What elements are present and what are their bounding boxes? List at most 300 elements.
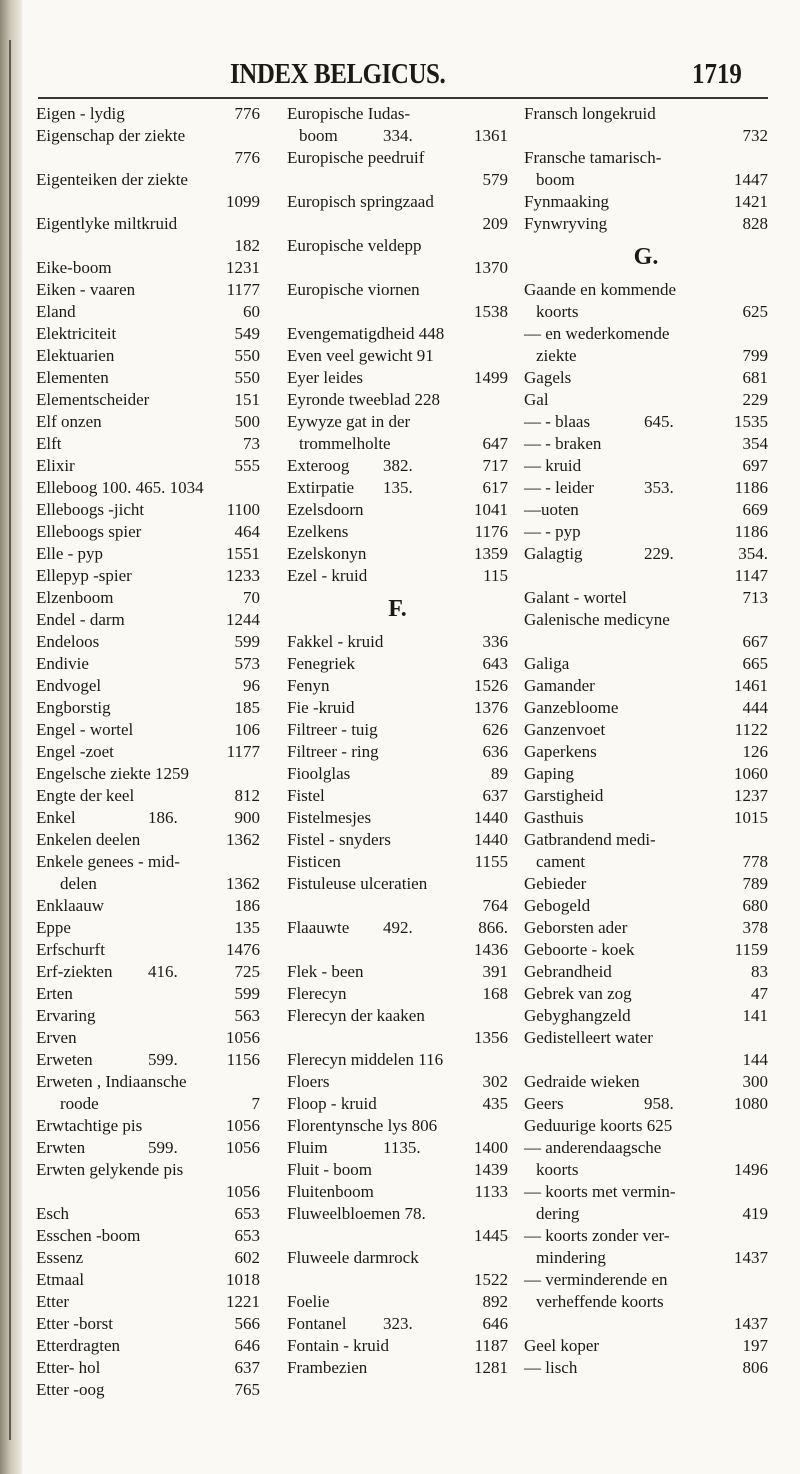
entry-page-number: 667 — [742, 632, 768, 651]
entry-term: Enkele genees - mid- — [36, 852, 180, 871]
entry-term: Even veel gewicht 91 — [287, 346, 434, 365]
entry-page-number: 636 — [482, 742, 508, 761]
entry-term: Ezelsdoorn — [287, 500, 364, 519]
index-entry — [287, 1269, 508, 1291]
entry-term: Europische Iudas- — [287, 104, 411, 123]
entry-term: Gebrek van zog — [524, 984, 632, 1003]
index-entry — [36, 983, 260, 1005]
entry-term: Engborstig — [36, 698, 111, 717]
entry-page-number: 1186 — [734, 478, 768, 497]
entry-page-number: 680 — [742, 896, 768, 915]
index-entry — [524, 895, 768, 917]
entry-page-number: 1056 — [226, 1138, 260, 1157]
index-entry — [524, 125, 768, 147]
entry-term: Eyer leides — [287, 368, 363, 387]
entry-term: Esschen -boom — [36, 1226, 141, 1245]
entry-page-number: 300 — [742, 1072, 768, 1091]
entry-page-number: 1015 — [734, 808, 768, 827]
entry-term: — koorts zonder ver- — [524, 1226, 670, 1245]
entry-page-number: 197 — [742, 1336, 768, 1355]
entry-page-number: 47 — [751, 984, 768, 1003]
entry-term: Eigenschap der ziekte — [36, 126, 186, 145]
entry-term: Filtreer - ring — [287, 742, 379, 761]
entry-page-number: 1461 — [734, 676, 768, 695]
entry-term: Extirpatie — [287, 478, 355, 497]
entry-term: koorts — [536, 302, 579, 321]
index-entry — [36, 1093, 260, 1115]
entry-page-number: 1522 — [474, 1270, 508, 1289]
gutter-line — [9, 40, 11, 1440]
index-entry — [287, 191, 508, 213]
index-entry — [287, 807, 508, 829]
index-entry — [524, 697, 768, 719]
entry-term: boom — [299, 126, 338, 145]
entry-page-number: 549 — [234, 324, 260, 343]
entry-page-number: 1370 — [474, 258, 508, 277]
entry-term: Florentynsche lys 806 — [287, 1116, 438, 1135]
entry-term: Galiga — [524, 654, 570, 673]
index-entry — [524, 389, 768, 411]
entry-page-number: 302 — [482, 1072, 508, 1091]
entry-page-ref: 334. — [383, 126, 413, 145]
index-column-2 — [287, 103, 508, 1379]
index-entry — [524, 345, 768, 367]
entry-term: Foelie — [287, 1292, 330, 1311]
entry-term: Erwten — [36, 1138, 86, 1157]
index-entry — [36, 103, 260, 125]
page-number: 1719 — [692, 58, 742, 90]
entry-term: Eppe — [36, 918, 71, 937]
index-entry — [524, 1137, 768, 1159]
entry-page-number: 647 — [482, 434, 508, 453]
entry-term: Fenyn — [287, 676, 330, 695]
entry-page-number: 1187 — [474, 1336, 508, 1355]
entry-page-ref: 599. — [148, 1138, 178, 1157]
index-entry — [524, 1247, 768, 1269]
entry-page-number: 828 — [742, 214, 768, 233]
index-entry — [287, 653, 508, 675]
entry-page-number: 1122 — [734, 720, 768, 739]
entry-term: — koorts met vermin- — [524, 1182, 676, 1201]
entry-page-number: 697 — [742, 456, 768, 475]
index-entry — [36, 1181, 260, 1203]
entry-page-number: 126 — [742, 742, 768, 761]
index-entry — [524, 1071, 768, 1093]
entry-term: Endvogel — [36, 676, 102, 695]
entry-page-number: 1361 — [474, 126, 508, 145]
entry-term: Erven — [36, 1028, 77, 1047]
entry-term: Floop - kruid — [287, 1094, 377, 1113]
entry-page-number: 444 — [742, 698, 768, 717]
index-entry — [287, 455, 508, 477]
entry-term: Engel -zoet — [36, 742, 114, 761]
entry-term: Galagtig — [524, 544, 583, 563]
index-entry — [524, 1203, 768, 1225]
index-entry — [287, 1247, 508, 1269]
index-entry — [524, 147, 768, 169]
index-entry — [36, 719, 260, 741]
entry-term: Eigentlyke miltkruid — [36, 214, 178, 233]
entry-term: Esch — [36, 1204, 70, 1223]
entry-term: Fakkel - kruid — [287, 632, 384, 651]
entry-term: Etmaal — [36, 1270, 85, 1289]
entry-page-number: 732 — [742, 126, 768, 145]
index-entry — [524, 785, 768, 807]
entry-term: — - blaas — [524, 412, 591, 431]
index-entry — [287, 763, 508, 785]
entry-term: Gebieder — [524, 874, 587, 893]
index-entry — [287, 1137, 508, 1159]
entry-page-number: 1538 — [474, 302, 508, 321]
entry-term: Garstigheid — [524, 786, 604, 805]
index-entry — [36, 433, 260, 455]
index-entry — [287, 1027, 508, 1049]
entry-term: Geduurige koorts 625 — [524, 1116, 673, 1135]
index-entry — [36, 1357, 260, 1379]
entry-term: Gebogeld — [524, 896, 591, 915]
index-entry — [36, 873, 260, 895]
entry-term: Fluweele darmrock — [287, 1248, 419, 1267]
entry-page-number: 555 — [234, 456, 260, 475]
entry-page-number: 1156 — [226, 1050, 260, 1069]
entry-page-ref: 492. — [383, 918, 413, 937]
entry-term: roode — [60, 1094, 99, 1113]
entry-term: Galenische medicyne — [524, 610, 670, 629]
index-entry — [287, 1203, 508, 1225]
entry-term: — kruid — [524, 456, 582, 475]
entry-term: Erweten , Indiaansche — [36, 1072, 187, 1091]
index-entry — [287, 675, 508, 697]
entry-term: Fluitenboom — [287, 1182, 374, 1201]
entry-term: Fisticen — [287, 852, 341, 871]
entry-term: Fistel - snyders — [287, 830, 391, 849]
entry-page-number: 778 — [742, 852, 768, 871]
entry-term: Geers — [524, 1094, 564, 1113]
entry-term: — lisch — [524, 1358, 578, 1377]
entry-term: Ezelkens — [287, 522, 349, 541]
entry-page-number: 1099 — [226, 192, 260, 211]
index-entry — [524, 169, 768, 191]
entry-page-number: 1186 — [734, 522, 768, 541]
entry-term: Flerecyn — [287, 984, 347, 1003]
index-entry — [36, 807, 260, 829]
index-entry — [36, 1027, 260, 1049]
entry-term: Europische veldepp — [287, 236, 422, 255]
entry-page-number: 151 — [234, 390, 260, 409]
entry-page-number: 665 — [742, 654, 768, 673]
entry-page-number: 1041 — [474, 500, 508, 519]
entry-term: Erten — [36, 984, 73, 1003]
entry-page-ref: 135. — [383, 478, 413, 497]
index-entry — [524, 1313, 768, 1335]
entry-term: delen — [60, 874, 97, 893]
entry-term: Etterdragten — [36, 1336, 121, 1355]
entry-term: Gebyghangzeld — [524, 1006, 631, 1025]
index-entry — [287, 1159, 508, 1181]
entry-page-number: 106 — [234, 720, 260, 739]
entry-page-number: 617 — [482, 478, 508, 497]
entry-term: Erf-ziekten — [36, 962, 113, 981]
entry-term: Gagels — [524, 368, 572, 387]
index-entry — [524, 719, 768, 741]
book-gutter — [0, 0, 22, 1474]
entry-term: — anderendaagsche — [524, 1138, 662, 1157]
entry-page-ref: 958. — [644, 1094, 674, 1113]
index-entry — [287, 1093, 508, 1115]
index-entry — [524, 1027, 768, 1049]
entry-term: Etter- hol — [36, 1358, 101, 1377]
index-entry — [287, 1005, 508, 1027]
entry-page-number: 563 — [234, 1006, 260, 1025]
index-entry — [524, 1115, 768, 1137]
entry-term: Elementen — [36, 368, 109, 387]
entry-term: Galant - wortel — [524, 588, 627, 607]
index-entry — [287, 961, 508, 983]
entry-page-number: 500 — [234, 412, 260, 431]
index-column-1 — [36, 103, 260, 1401]
index-entry — [287, 895, 508, 917]
entry-term: Fioolglas — [287, 764, 351, 783]
entry-page-number: 1436 — [474, 940, 508, 959]
entry-term: Eigen - lydig — [36, 104, 125, 123]
index-entry — [36, 279, 260, 301]
index-entry — [524, 367, 768, 389]
index-entry — [524, 521, 768, 543]
entry-page-ref: 353. — [644, 478, 674, 497]
index-entry — [287, 939, 508, 961]
entry-page-number: 1447 — [734, 170, 768, 189]
entry-page-number: 378 — [742, 918, 768, 937]
entry-term: Fistelmesjes — [287, 808, 372, 827]
entry-term: Gedistelleert water — [524, 1028, 653, 1047]
entry-page-number: 419 — [742, 1204, 768, 1223]
index-entry — [524, 873, 768, 895]
index-entry — [36, 1049, 260, 1071]
entry-page-number: 900 — [234, 808, 260, 827]
index-entry — [36, 1005, 260, 1027]
section-letter: G. — [633, 244, 659, 270]
entry-page-number: 646 — [482, 1314, 508, 1333]
entry-term: Fistel — [287, 786, 325, 805]
index-entry — [287, 1313, 508, 1335]
index-entry — [287, 411, 508, 433]
entry-page-number: 1133 — [474, 1182, 508, 1201]
entry-term: Eiken - vaaren — [36, 280, 136, 299]
entry-term: trommelholte — [299, 434, 391, 453]
index-entry — [524, 961, 768, 983]
entry-page-ref: 416. — [148, 962, 178, 981]
entry-page-number: 1056 — [226, 1182, 260, 1201]
index-entry — [36, 609, 260, 631]
index-entry — [36, 1225, 260, 1247]
entry-page-number: 776 — [234, 148, 260, 167]
index-entry — [524, 983, 768, 1005]
entry-term: Fie -kruid — [287, 698, 355, 717]
index-entry — [524, 917, 768, 939]
section-letter: F. — [388, 596, 407, 622]
entry-term: Fluweelbloemen 78. — [287, 1204, 426, 1223]
entry-term: Elleboog 100. 465. 1034 — [36, 478, 204, 497]
index-entry — [524, 433, 768, 455]
index-entry — [36, 455, 260, 477]
index-entry — [36, 741, 260, 763]
entry-term: Etter — [36, 1292, 70, 1311]
index-entry — [524, 609, 768, 631]
entry-page-number: 799 — [742, 346, 768, 365]
entry-term: Exteroog — [287, 456, 350, 475]
index-entry — [36, 389, 260, 411]
index-entry — [287, 1291, 508, 1313]
entry-term: — - leider — [524, 478, 594, 497]
index-entry — [287, 851, 508, 873]
index-entry — [36, 939, 260, 961]
header-rule — [38, 97, 768, 99]
entry-term: Endeloos — [36, 632, 100, 651]
entry-page-number: 1231 — [226, 258, 260, 277]
index-entry — [36, 477, 260, 499]
entry-term: Fransch longekruid — [524, 104, 656, 123]
entry-term: Ellepyp -spier — [36, 566, 132, 585]
entry-term: Eywyze gat in der — [287, 412, 411, 431]
index-entry — [36, 213, 260, 235]
entry-page-number: 599 — [234, 984, 260, 1003]
index-entry — [36, 917, 260, 939]
entry-page-number: 764 — [482, 896, 508, 915]
index-entry — [524, 851, 768, 873]
entry-page-number: 1359 — [474, 544, 508, 563]
entry-page-number: 1535 — [734, 412, 768, 431]
entry-term: verheffende koorts — [536, 1292, 664, 1311]
entry-page-number: 1362 — [226, 830, 260, 849]
entry-term: Geel koper — [524, 1336, 600, 1355]
entry-term: Eyronde tweeblad 228 — [287, 390, 440, 409]
entry-term: Gatbrandend medi- — [524, 830, 656, 849]
index-entry — [287, 301, 508, 323]
index-entry — [287, 389, 508, 411]
entry-page-number: 866. — [478, 918, 508, 937]
entry-page-number: 1177 — [226, 280, 260, 299]
entry-page-number: 1440 — [474, 830, 508, 849]
index-entry — [524, 631, 768, 653]
index-entry — [287, 499, 508, 521]
entry-page-number: 1155 — [474, 852, 508, 871]
index-entry — [36, 829, 260, 851]
entry-page-number: 89 — [491, 764, 508, 783]
entry-term: — - pyp — [524, 522, 581, 541]
entry-term: Frambezien — [287, 1358, 368, 1377]
entry-page-number: 209 — [482, 214, 508, 233]
entry-page-number: 1526 — [474, 676, 508, 695]
index-entry — [287, 1115, 508, 1137]
entry-page-number: 806 — [742, 1358, 768, 1377]
entry-term: Elleboogs spier — [36, 522, 142, 541]
index-entry — [524, 191, 768, 213]
entry-term: Fluit - boom — [287, 1160, 373, 1179]
entry-page-number: 70 — [243, 588, 260, 607]
entry-term: Fistuleuse ulceratien — [287, 874, 428, 893]
index-entry — [524, 455, 768, 477]
index-entry — [287, 565, 508, 587]
entry-term: Etter -oog — [36, 1380, 105, 1399]
entry-term: Europisch springzaad — [287, 192, 434, 211]
entry-page-number: 1147 — [734, 566, 768, 585]
entry-term: — en wederkomende — [524, 324, 670, 343]
entry-term: cament — [536, 852, 586, 871]
index-entry — [524, 1005, 768, 1027]
entry-page-number: 1551 — [226, 544, 260, 563]
index-entry — [524, 807, 768, 829]
index-entry — [524, 1335, 768, 1357]
entry-term: Gaande en kommende — [524, 280, 676, 299]
entry-page-number: 96 — [243, 676, 260, 695]
index-entry — [287, 1225, 508, 1247]
entry-term: Gaperkens — [524, 742, 597, 761]
entry-term: Erfschurft — [36, 940, 105, 959]
entry-page-number: 812 — [234, 786, 260, 805]
index-entry — [36, 851, 260, 873]
index-entry — [36, 345, 260, 367]
page-title: INDEX BELGICUS. — [230, 58, 446, 90]
entry-page-number: 789 — [742, 874, 768, 893]
entry-term: mindering — [536, 1248, 606, 1267]
index-entry — [36, 301, 260, 323]
entry-term: Eigenteiken der ziekte — [36, 170, 188, 189]
entry-page-number: 7 — [251, 1094, 260, 1113]
index-entry — [524, 213, 768, 235]
entry-term: Eike-boom — [36, 258, 112, 277]
entry-page-number: 1221 — [226, 1292, 260, 1311]
entry-page-number: 653 — [234, 1226, 260, 1245]
entry-page-number: 602 — [234, 1248, 260, 1267]
entry-page-ref: 382. — [383, 456, 413, 475]
index-entry — [36, 1379, 260, 1401]
entry-term: Geboorte - koek — [524, 940, 635, 959]
index-entry — [287, 1181, 508, 1203]
index-entry — [524, 939, 768, 961]
entry-page-number: 550 — [234, 346, 260, 365]
entry-term: Europische peedruif — [287, 148, 425, 167]
entry-term: koorts — [536, 1160, 579, 1179]
index-entry — [287, 477, 508, 499]
index-entry — [524, 1159, 768, 1181]
entry-term: Elementscheider — [36, 390, 150, 409]
entry-page-ref: 186. — [148, 808, 178, 827]
entry-page-number: 182 — [234, 236, 260, 255]
index-entry — [287, 1357, 508, 1379]
index-entry — [524, 675, 768, 697]
entry-page-number: 1100 — [226, 500, 260, 519]
index-entry — [36, 411, 260, 433]
entry-term: Engel - wortel — [36, 720, 134, 739]
index-entry — [287, 147, 508, 169]
entry-term: Essenz — [36, 1248, 84, 1267]
index-entry — [287, 873, 508, 895]
entry-term: Etter -borst — [36, 1314, 113, 1333]
entry-term: Europische viornen — [287, 280, 420, 299]
entry-page-number: 681 — [742, 368, 768, 387]
entry-page-number: 168 — [482, 984, 508, 1003]
index-entry — [36, 631, 260, 653]
entry-page-number: 135 — [234, 918, 260, 937]
entry-page-number: 579 — [482, 170, 508, 189]
index-entry — [287, 741, 508, 763]
entry-term: Fluim — [287, 1138, 328, 1157]
entry-term: — verminderende en — [524, 1270, 668, 1289]
index-entry — [524, 1291, 768, 1313]
entry-term: Ezelskonyn — [287, 544, 367, 563]
entry-term: Eland — [36, 302, 76, 321]
entry-page-number: 464 — [234, 522, 260, 541]
